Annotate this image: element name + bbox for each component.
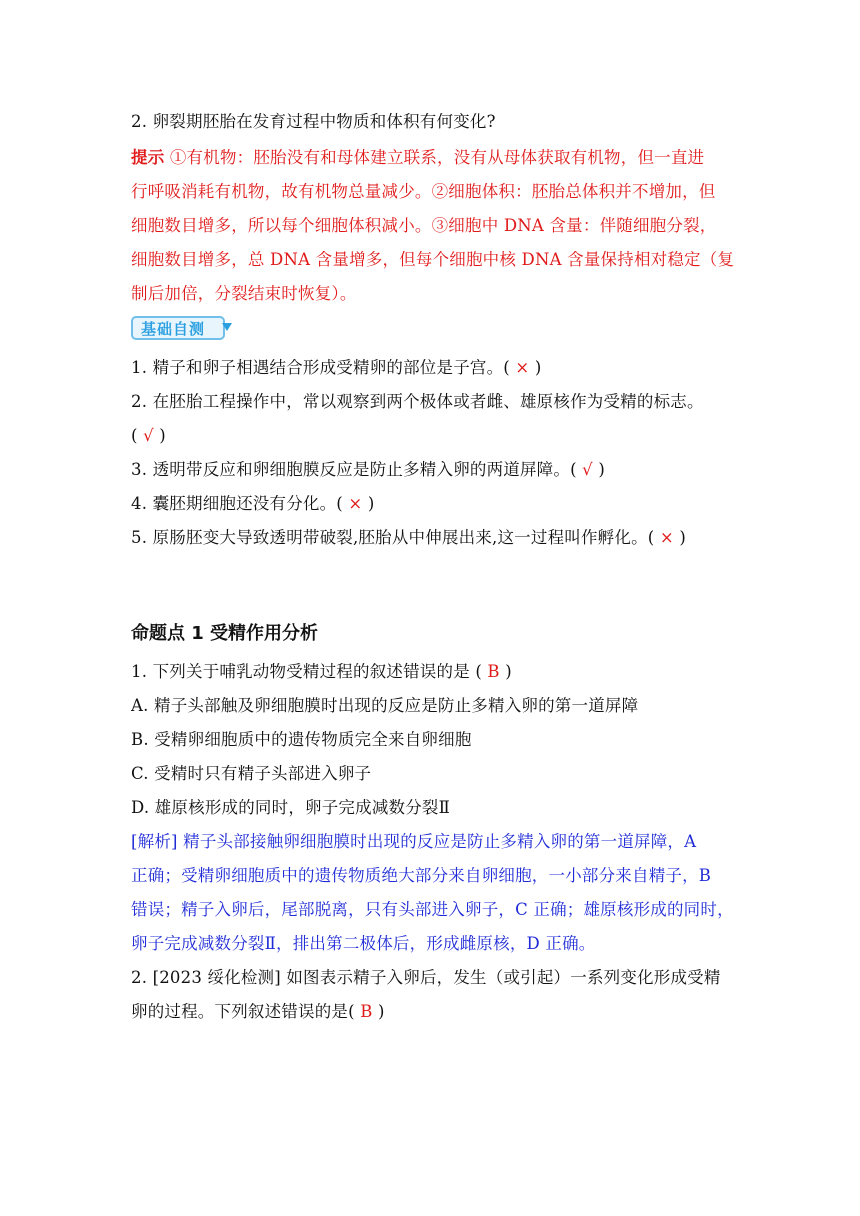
self-test-item-end: )	[534, 358, 542, 377]
chevron-down-icon	[222, 323, 232, 331]
answer-mark: B	[481, 662, 506, 681]
self-test-item-continued	[131, 425, 166, 447]
self-test-item-end: )	[598, 460, 605, 479]
self-test-item-text: 5. 原肠胚变大导致透明带破裂,胚胎从中伸展出来,这一过程叫作孵化。(	[131, 528, 655, 547]
question-stem-end: )	[505, 662, 512, 681]
answer-mark: √	[576, 460, 599, 479]
hint-text: ①有机物：胚胎没有和母体建立联系，没有从母体获取有机物，但一直进	[164, 148, 705, 167]
hint-line-1	[131, 147, 704, 169]
self-test-item	[131, 459, 605, 481]
question-2-end: )	[377, 1002, 385, 1021]
question-2-line-1: 2. [2023 绥化检测] 如图表示精子入卵后，发生（或引起）一系列变化形成受精	[131, 968, 721, 987]
self-test-item	[131, 391, 704, 413]
option-c: C. 受精时只有精子头部进入卵子	[131, 764, 372, 783]
self-test-item-text: 3. 透明带反应和卵细胞膜反应是防止多精入卵的两道屏障。(	[131, 460, 577, 479]
self-test-item-text: 4. 囊胚期细胞还没有分化。(	[131, 494, 343, 513]
self-test-badge-label: 基础自测	[141, 319, 206, 338]
answer-mark: ×	[342, 494, 368, 513]
hint-line-4: 细胞数目增多，总 DNA 含量增多，但每个细胞中核 DNA 含量保持相对稳定（复	[131, 250, 735, 269]
analysis-line-4: 卵子完成减数分裂Ⅱ，排出第二极体后，形成雌原核，D 正确。	[131, 934, 596, 953]
option-b: B. 受精卵细胞质中的遗传物质完全来自卵细胞	[131, 730, 472, 749]
question-2-text: 卵的过程。下列叙述错误的是(	[131, 1002, 355, 1021]
answer-mark: ×	[509, 358, 535, 377]
self-test-item-end: )	[159, 426, 166, 445]
option-a: A. 精子头部触及卵细胞膜时出现的反应是防止多精入卵的第一道屏障	[131, 696, 639, 715]
self-test-item-end: )	[367, 494, 375, 513]
self-test-item-text: 2. 在胚胎工程操作中，常以观察到两个极体或者雌、雄原核作为受精的标志。	[131, 392, 704, 411]
section-heading: 命题点 1 受精作用分析	[131, 623, 319, 644]
hint-line-2: 行呼吸消耗有机物，故有机物总量减少。②细胞体积：胚胎总体积并不增加，但	[131, 182, 716, 201]
self-test-item	[131, 357, 542, 379]
self-test-item	[131, 493, 375, 515]
answer-mark: B	[354, 1002, 378, 1021]
answer-mark: ×	[654, 528, 680, 547]
hint-label: 提示	[131, 148, 165, 167]
analysis-line-3: 错误；精子入卵后，尾部脱离，只有头部进入卵子，C 正确；雄原核形成的同时，	[131, 900, 734, 919]
option-d: D. 雄原核形成的同时，卵子完成减数分裂Ⅱ	[131, 798, 451, 817]
self-test-item-text: (	[131, 426, 138, 445]
self-test-item-text: 1. 精子和卵子相遇结合形成受精卵的部位是子宫。(	[131, 358, 510, 377]
analysis-line-1: [解析] 精子头部接触卵细胞膜时出现的反应是防止多精入卵的第一道屏障，A	[131, 832, 697, 851]
question-stem-text: 1. 下列关于哺乳动物受精过程的叙述错误的是 (	[131, 662, 482, 681]
question-2-line-2	[131, 1001, 385, 1023]
self-test-badge	[131, 316, 225, 340]
self-test-item-end: )	[679, 528, 686, 547]
discussion-question: 2. 卵裂期胚胎在发育过程中物质和体积有何变化?	[131, 112, 496, 131]
question-stem	[131, 661, 512, 683]
self-test-item	[131, 527, 686, 549]
answer-mark: √	[137, 426, 160, 445]
analysis-line-2: 正确；受精卵细胞质中的遗传物质绝大部分来自卵细胞，一小部分来自精子，B	[131, 866, 712, 885]
hint-line-3: 细胞数目增多，所以每个细胞体积减小。③细胞中 DNA 含量：伴随细胞分裂，	[131, 216, 717, 235]
hint-line-5: 制后加倍，分裂结束时恢复）。	[131, 284, 357, 303]
